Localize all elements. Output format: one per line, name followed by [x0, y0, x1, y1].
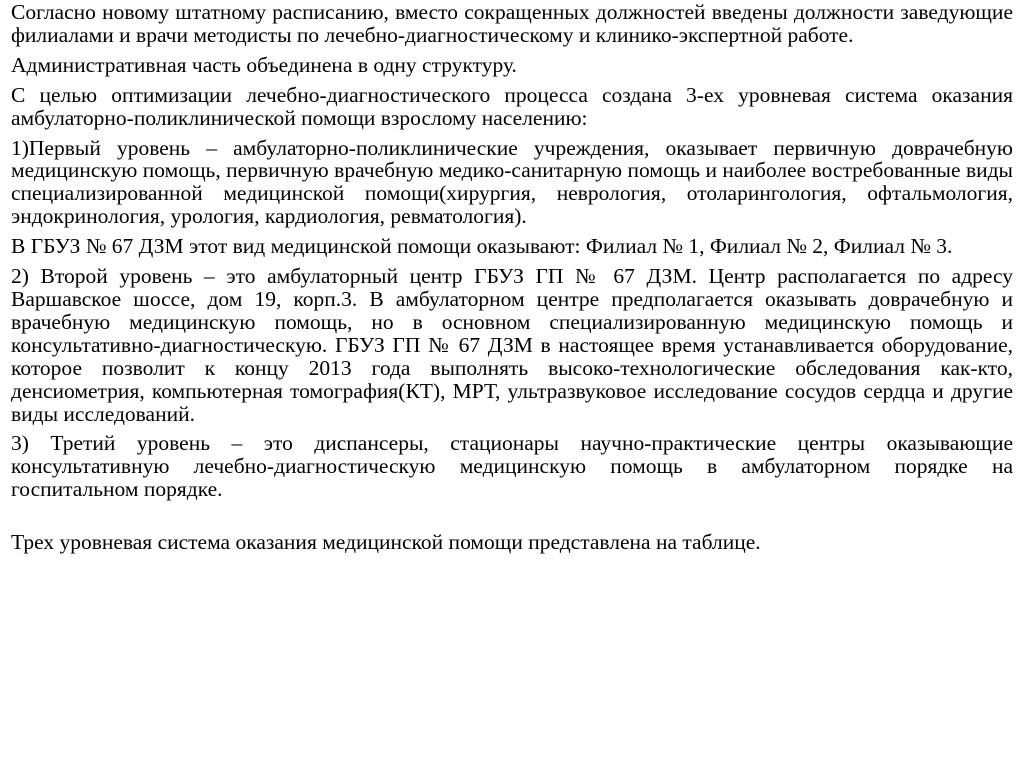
paragraph-level-two: 2) Второй уровень – это амбулаторный центр ГБУЗ ГП № 67 ДЗМ. Центр располагается по адресу Варшавское шоссе, дом 19, корп.3. В амбулаторном центре предполагается оказывать доврачебную и врачебную медицинскую помощь, но в основном специализированную медицинскую помощь и консультативно-диагностическую. ГБУЗ ГП № 67 ДЗМ в настоящее время устанавливается оборудование, которое позволит к концу 2013 года выполнять высоко-технологические обследования как-кто, денсиометрия, компьютерная томография(КТ), МРТ, ультразвуковое исследование сосудов сердца и другие виды исследований.: [11, 264, 1013, 426]
paragraph-staffing: Согласно новому штатному расписанию, вместо сокращенных должностей введены должности заведующие филиалами и врачи методисты по лечебно-диагностическому и клинико-экспертной работе.: [11, 0, 1013, 47]
paragraph-branches: В ГБУЗ № 67 ДЗМ этот вид медицинской помощи оказывают: Филиал № 1, Филиал № 2, Филиал № 3.: [11, 234, 953, 259]
paragraph-table-reference: Трех уровневая система оказания медицинской помощи представлена на таблице.: [11, 530, 761, 555]
paragraph-level-one: 1)Первый уровень – амбулаторно-поликлинические учреждения, оказывает первичную доврачебную медицинскую помощь, первичную врачебную медико-санитарную помощь и наиболее востребованные виды специализированной медицинской помощи(хирургия, неврология, отоларингология, офтальмология, эндокринология, урология, кардиология, ревматология).: [11, 135, 1013, 229]
paragraph-three-level-system: С целью оптимизации лечебно-диагностического процесса создана 3-ех уровневая система оказания амбулаторно-поликлинической помощи взрослому населению:: [11, 82, 1013, 130]
paragraph-level-three: 3) Третий уровень – это диспансеры, стационары научно-практические центры оказывающие консультативную лечебно-диагностическую медицинскую помощь в амбулаторном порядке на госпитальном порядке.: [11, 431, 1013, 502]
paragraph-administration: Административная часть объединена в одну структуру.: [11, 52, 517, 77]
